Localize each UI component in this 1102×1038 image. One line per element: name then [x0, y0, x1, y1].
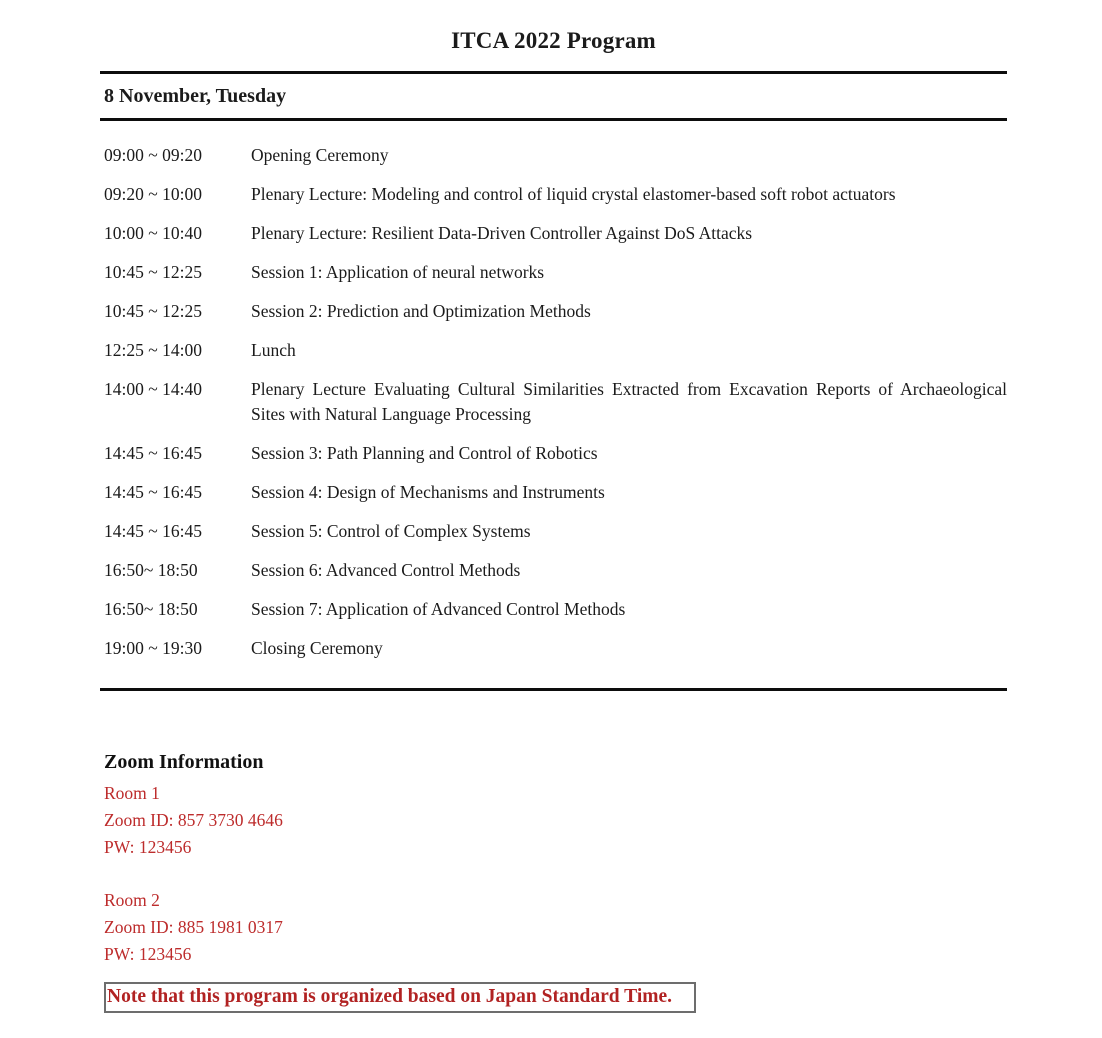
page-title: ITCA 2022 Program [451, 28, 656, 53]
schedule-event: Session 1: Application of neural networks [251, 262, 545, 282]
zoom-info-heading: Zoom Information [104, 751, 264, 773]
schedule-event: Plenary Lecture Evaluating Cultural Similarities Extracted from Excavation Reports of Archaeological Sites with Natural Language Processing [251, 379, 1007, 424]
schedule-row [100, 558, 1007, 583]
schedule-row [100, 299, 1007, 324]
schedule-time: 09:20 ~ 10:00 [104, 184, 202, 204]
schedule-event: Session 7: Application of Advanced Control Methods [251, 599, 626, 619]
schedule-time: 10:45 ~ 12:25 [104, 301, 202, 321]
schedule-event: Session 6: Advanced Control Methods [251, 560, 521, 580]
room-1-block [104, 780, 1007, 861]
schedule-table [100, 121, 1007, 688]
schedule-row [100, 182, 1007, 207]
schedule-event: Session 5: Control of Complex Systems [251, 521, 531, 541]
schedule-time: 10:45 ~ 12:25 [104, 262, 202, 282]
schedule-time: 12:25 ~ 14:00 [104, 340, 202, 360]
schedule-row [100, 338, 1007, 363]
schedule-event: Opening Ceremony [251, 145, 389, 165]
document-content [100, 0, 1007, 994]
schedule-time: 14:00 ~ 14:40 [104, 379, 202, 399]
schedule-time: 16:50~ 18:50 [104, 560, 198, 580]
schedule-time: 16:50~ 18:50 [104, 599, 198, 619]
schedule-time: 14:45 ~ 16:45 [104, 482, 202, 502]
schedule-row [100, 143, 1007, 168]
schedule-row [100, 260, 1007, 285]
schedule-time: 19:00 ~ 19:30 [104, 638, 202, 658]
schedule-event: Plenary Lecture: Modeling and control of liquid crystal elastomer-based soft robot actuators [251, 184, 896, 204]
schedule-row [100, 441, 1007, 466]
room-2-block [104, 887, 1007, 968]
day-header: 8 November, Tuesday [104, 85, 287, 107]
schedule-row [100, 597, 1007, 622]
schedule-row [100, 377, 1007, 427]
schedule-time: 09:00 ~ 09:20 [104, 145, 202, 165]
room-password: PW: 123456 [104, 837, 192, 857]
schedule-time: 14:45 ~ 16:45 [104, 443, 202, 463]
room-name: Room 2 [104, 890, 160, 910]
schedule-event: Session 3: Path Planning and Control of Robotics [251, 443, 598, 463]
divider-bottom [100, 688, 1007, 691]
room-zoom-id: Zoom ID: 885 1981 0317 [104, 917, 283, 937]
schedule-event: Lunch [251, 340, 296, 360]
room-zoom-id: Zoom ID: 857 3730 4646 [104, 810, 283, 830]
schedule-row [100, 519, 1007, 544]
schedule-event: Session 4: Design of Mechanisms and Instruments [251, 482, 605, 502]
room-password: PW: 123456 [104, 944, 192, 964]
schedule-event: Session 2: Prediction and Optimization Methods [251, 301, 591, 321]
room-name: Room 1 [104, 783, 160, 803]
schedule-row [100, 636, 1007, 661]
schedule-event: Closing Ceremony [251, 638, 383, 658]
zoom-information-section [100, 751, 1007, 968]
schedule-row [100, 480, 1007, 505]
schedule-row [100, 221, 1007, 246]
schedule-time: 10:00 ~ 10:40 [104, 223, 202, 243]
schedule-time: 14:45 ~ 16:45 [104, 521, 202, 541]
note-box [104, 982, 696, 1013]
schedule-event: Plenary Lecture: Resilient Data-Driven Controller Against DoS Attacks [251, 223, 753, 243]
note-text: Note that this program is organized based on Japan Standard Time. [107, 986, 673, 1007]
